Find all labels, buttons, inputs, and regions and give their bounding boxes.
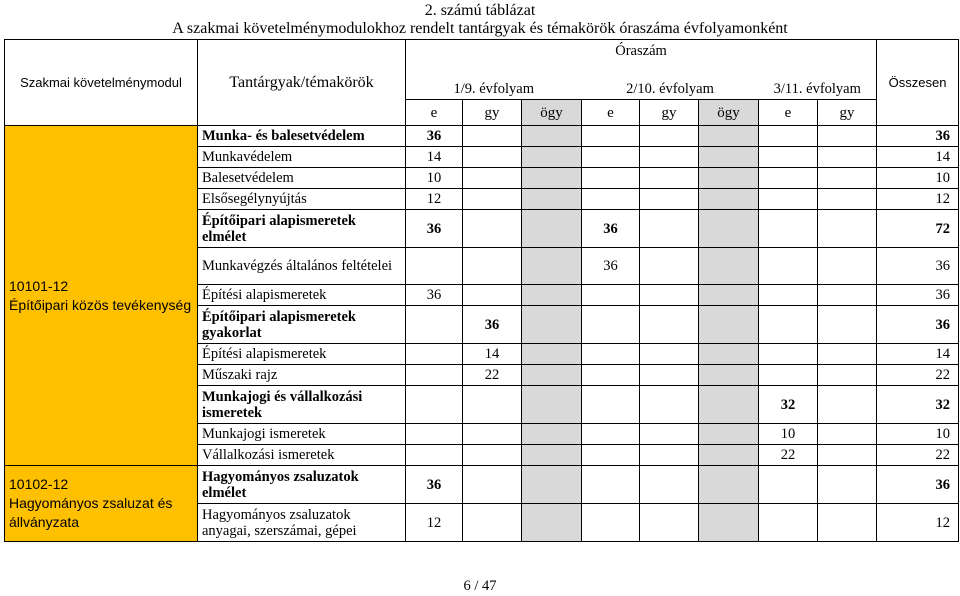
hours-cell: 14 xyxy=(463,344,522,365)
sub-header: e xyxy=(406,100,463,126)
module-column-header: Szakmai követelménymodul xyxy=(5,40,198,126)
grade-3-header: 3/11. évfolyam xyxy=(759,62,877,100)
total-cell: 22 xyxy=(877,445,959,466)
hours-cell xyxy=(640,365,699,386)
hours-cell xyxy=(818,466,877,504)
table-row xyxy=(5,466,959,504)
hours-cell: 12 xyxy=(406,189,463,210)
hours-cell xyxy=(818,147,877,168)
total-column-header: Összesen xyxy=(877,40,959,126)
hours-cell xyxy=(699,168,759,189)
hours-cell xyxy=(522,365,582,386)
module-cell xyxy=(5,466,198,542)
hours-cell xyxy=(406,344,463,365)
hours-cell xyxy=(699,306,759,344)
subject-label: Munkajogi és vállalkozási ismeretek xyxy=(198,386,406,424)
hours-cell xyxy=(699,210,759,248)
hours-cell xyxy=(522,306,582,344)
hours-cell xyxy=(640,147,699,168)
subject-label: Építési alapismeretek xyxy=(198,285,406,306)
hours-cell: 36 xyxy=(406,126,463,147)
hours-cell: 22 xyxy=(463,365,522,386)
module-name: Hagyományos zsaluzat és állványzata xyxy=(9,495,173,530)
hours-cell: 14 xyxy=(406,147,463,168)
hours-cell xyxy=(759,210,818,248)
hours-cell xyxy=(759,285,818,306)
hours-cell xyxy=(640,344,699,365)
hours-cell: 36 xyxy=(582,248,640,285)
sub-header: e xyxy=(759,100,818,126)
hours-cell xyxy=(640,424,699,445)
hours-cell xyxy=(522,285,582,306)
hours-cell xyxy=(759,466,818,504)
hours-cell xyxy=(640,285,699,306)
hours-cell xyxy=(463,445,522,466)
hours-cell xyxy=(640,445,699,466)
hours-cell xyxy=(759,126,818,147)
subject-label: Munkavégzés általános feltételei xyxy=(198,248,406,285)
hours-cell xyxy=(818,285,877,306)
subject-label: Munkavédelem xyxy=(198,147,406,168)
hours-cell xyxy=(699,147,759,168)
hours-cell xyxy=(582,365,640,386)
hours-header: Óraszám xyxy=(406,40,877,62)
subject-label: Építőipari alapismeretek gyakorlat xyxy=(198,306,406,344)
sub-header: e xyxy=(582,100,640,126)
hours-cell xyxy=(699,248,759,285)
hours-cell xyxy=(522,445,582,466)
hours-cell xyxy=(818,504,877,542)
hours-cell xyxy=(463,126,522,147)
hours-cell xyxy=(818,365,877,386)
total-cell: 32 xyxy=(877,386,959,424)
sub-header: ögy xyxy=(522,100,582,126)
hours-cell xyxy=(463,466,522,504)
grade-1-header: 1/9. évfolyam xyxy=(406,62,582,100)
hours-cell xyxy=(522,248,582,285)
hours-cell xyxy=(463,210,522,248)
hours-cell xyxy=(699,504,759,542)
total-cell: 36 xyxy=(877,285,959,306)
hours-cell xyxy=(640,386,699,424)
hours-cell xyxy=(699,126,759,147)
hours-cell xyxy=(818,168,877,189)
subject-label: Balesetvédelem xyxy=(198,168,406,189)
hours-cell xyxy=(640,126,699,147)
hours-cell xyxy=(522,126,582,147)
hours-cell: 36 xyxy=(406,285,463,306)
hours-cell xyxy=(818,424,877,445)
hours-cell xyxy=(759,248,818,285)
subject-label: Építőipari alapismeretek elmélet xyxy=(198,210,406,248)
hours-cell xyxy=(759,504,818,542)
module-name: Építőipari közös tevékenység xyxy=(9,296,192,313)
hours-cell xyxy=(759,344,818,365)
page-number: 6 / 47 xyxy=(463,578,497,594)
hours-cell xyxy=(759,147,818,168)
hours-cell xyxy=(818,306,877,344)
hours-cell xyxy=(818,386,877,424)
hours-cell xyxy=(463,147,522,168)
hours-cell xyxy=(406,365,463,386)
hours-cell xyxy=(699,285,759,306)
hours-cell xyxy=(582,168,640,189)
hours-cell xyxy=(699,445,759,466)
hours-cell xyxy=(522,168,582,189)
hours-cell xyxy=(522,504,582,542)
hours-cell xyxy=(406,306,463,344)
hours-cell: 10 xyxy=(759,424,818,445)
subject-label: Elsősegélynyújtás xyxy=(198,189,406,210)
hours-cell xyxy=(759,189,818,210)
hours-cell xyxy=(463,248,522,285)
hours-cell xyxy=(759,306,818,344)
table-caption-number: 2. számú táblázat xyxy=(424,2,536,19)
hours-cell xyxy=(582,189,640,210)
subject-label: Munkajogi ismeretek xyxy=(198,424,406,445)
sub-header: ögy xyxy=(699,100,759,126)
table-row xyxy=(5,126,959,147)
subject-label: Műszaki rajz xyxy=(198,365,406,386)
hours-cell xyxy=(582,504,640,542)
hours-cell xyxy=(818,189,877,210)
hours-cell xyxy=(699,466,759,504)
subject-label: Hagyományos zsaluzatok anyagai, szerszámai, gépei xyxy=(198,504,406,542)
hours-cell xyxy=(522,424,582,445)
hours-cell xyxy=(759,365,818,386)
total-cell: 14 xyxy=(877,344,959,365)
hours-cell xyxy=(699,189,759,210)
hours-cell xyxy=(640,189,699,210)
hours-cell xyxy=(818,445,877,466)
hours-cell xyxy=(582,386,640,424)
total-cell: 36 xyxy=(877,466,959,504)
hours-cell xyxy=(463,424,522,445)
total-cell: 12 xyxy=(877,189,959,210)
hours-cell xyxy=(463,386,522,424)
hours-cell xyxy=(818,210,877,248)
total-cell: 10 xyxy=(877,424,959,445)
hours-cell xyxy=(463,168,522,189)
hours-cell: 36 xyxy=(463,306,522,344)
hours-cell: 10 xyxy=(406,168,463,189)
subject-label: Hagyományos zsaluzatok elmélet xyxy=(198,466,406,504)
hours-cell xyxy=(463,285,522,306)
hours-cell xyxy=(406,248,463,285)
subject-label: Építési alapismeretek xyxy=(198,344,406,365)
hours-cell: 36 xyxy=(406,210,463,248)
hours-cell xyxy=(463,504,522,542)
hours-cell xyxy=(406,424,463,445)
grade-2-header: 2/10. évfolyam xyxy=(582,62,759,100)
hours-cell xyxy=(522,210,582,248)
hours-cell xyxy=(522,344,582,365)
hours-cell xyxy=(818,344,877,365)
hours-cell xyxy=(640,466,699,504)
hours-cell xyxy=(522,466,582,504)
module-code: 10101-12 xyxy=(9,277,69,294)
hours-cell xyxy=(699,386,759,424)
sub-header: gy xyxy=(818,100,877,126)
module-code: 10102-12 xyxy=(9,476,69,492)
sub-header: gy xyxy=(463,100,522,126)
hours-cell xyxy=(463,189,522,210)
hours-cell xyxy=(582,344,640,365)
hours-cell xyxy=(640,306,699,344)
subject-column-header: Tantárgyak/témakörök xyxy=(198,40,406,126)
hours-cell: 32 xyxy=(759,386,818,424)
hours-cell xyxy=(522,189,582,210)
hours-cell xyxy=(582,285,640,306)
hours-cell xyxy=(640,504,699,542)
total-cell: 10 xyxy=(877,168,959,189)
hours-cell xyxy=(582,466,640,504)
hours-cell xyxy=(522,147,582,168)
subject-label: Vállalkozási ismeretek xyxy=(198,445,406,466)
hours-cell xyxy=(582,424,640,445)
total-cell: 36 xyxy=(877,306,959,344)
hours-cell xyxy=(640,168,699,189)
hours-cell xyxy=(406,386,463,424)
hours-cell xyxy=(759,168,818,189)
sub-header: gy xyxy=(640,100,699,126)
hours-cell xyxy=(640,248,699,285)
hours-cell xyxy=(582,147,640,168)
subject-label: Munka- és balesetvédelem xyxy=(198,126,406,147)
hours-cell: 22 xyxy=(759,445,818,466)
hours-cell xyxy=(522,386,582,424)
hours-cell: 36 xyxy=(406,466,463,504)
hours-cell xyxy=(699,365,759,386)
hours-cell xyxy=(699,344,759,365)
hours-cell: 36 xyxy=(582,210,640,248)
hours-cell xyxy=(640,210,699,248)
hours-cell xyxy=(818,126,877,147)
total-cell: 36 xyxy=(877,126,959,147)
hours-cell xyxy=(582,445,640,466)
table-caption-title: A szakmai követelménymodulokhoz rendelt tantárgyak és témakörök óraszáma évfolyamonként xyxy=(172,20,788,37)
hours-cell xyxy=(699,424,759,445)
hours-cell xyxy=(582,126,640,147)
total-cell: 22 xyxy=(877,365,959,386)
total-cell: 12 xyxy=(877,504,959,542)
hours-cell: 12 xyxy=(406,504,463,542)
module-cell xyxy=(5,126,198,466)
total-cell: 72 xyxy=(877,210,959,248)
total-cell: 36 xyxy=(877,248,959,285)
total-cell: 14 xyxy=(877,147,959,168)
hours-cell xyxy=(818,248,877,285)
hours-cell xyxy=(582,306,640,344)
hours-cell xyxy=(406,445,463,466)
hours-table xyxy=(4,39,959,542)
